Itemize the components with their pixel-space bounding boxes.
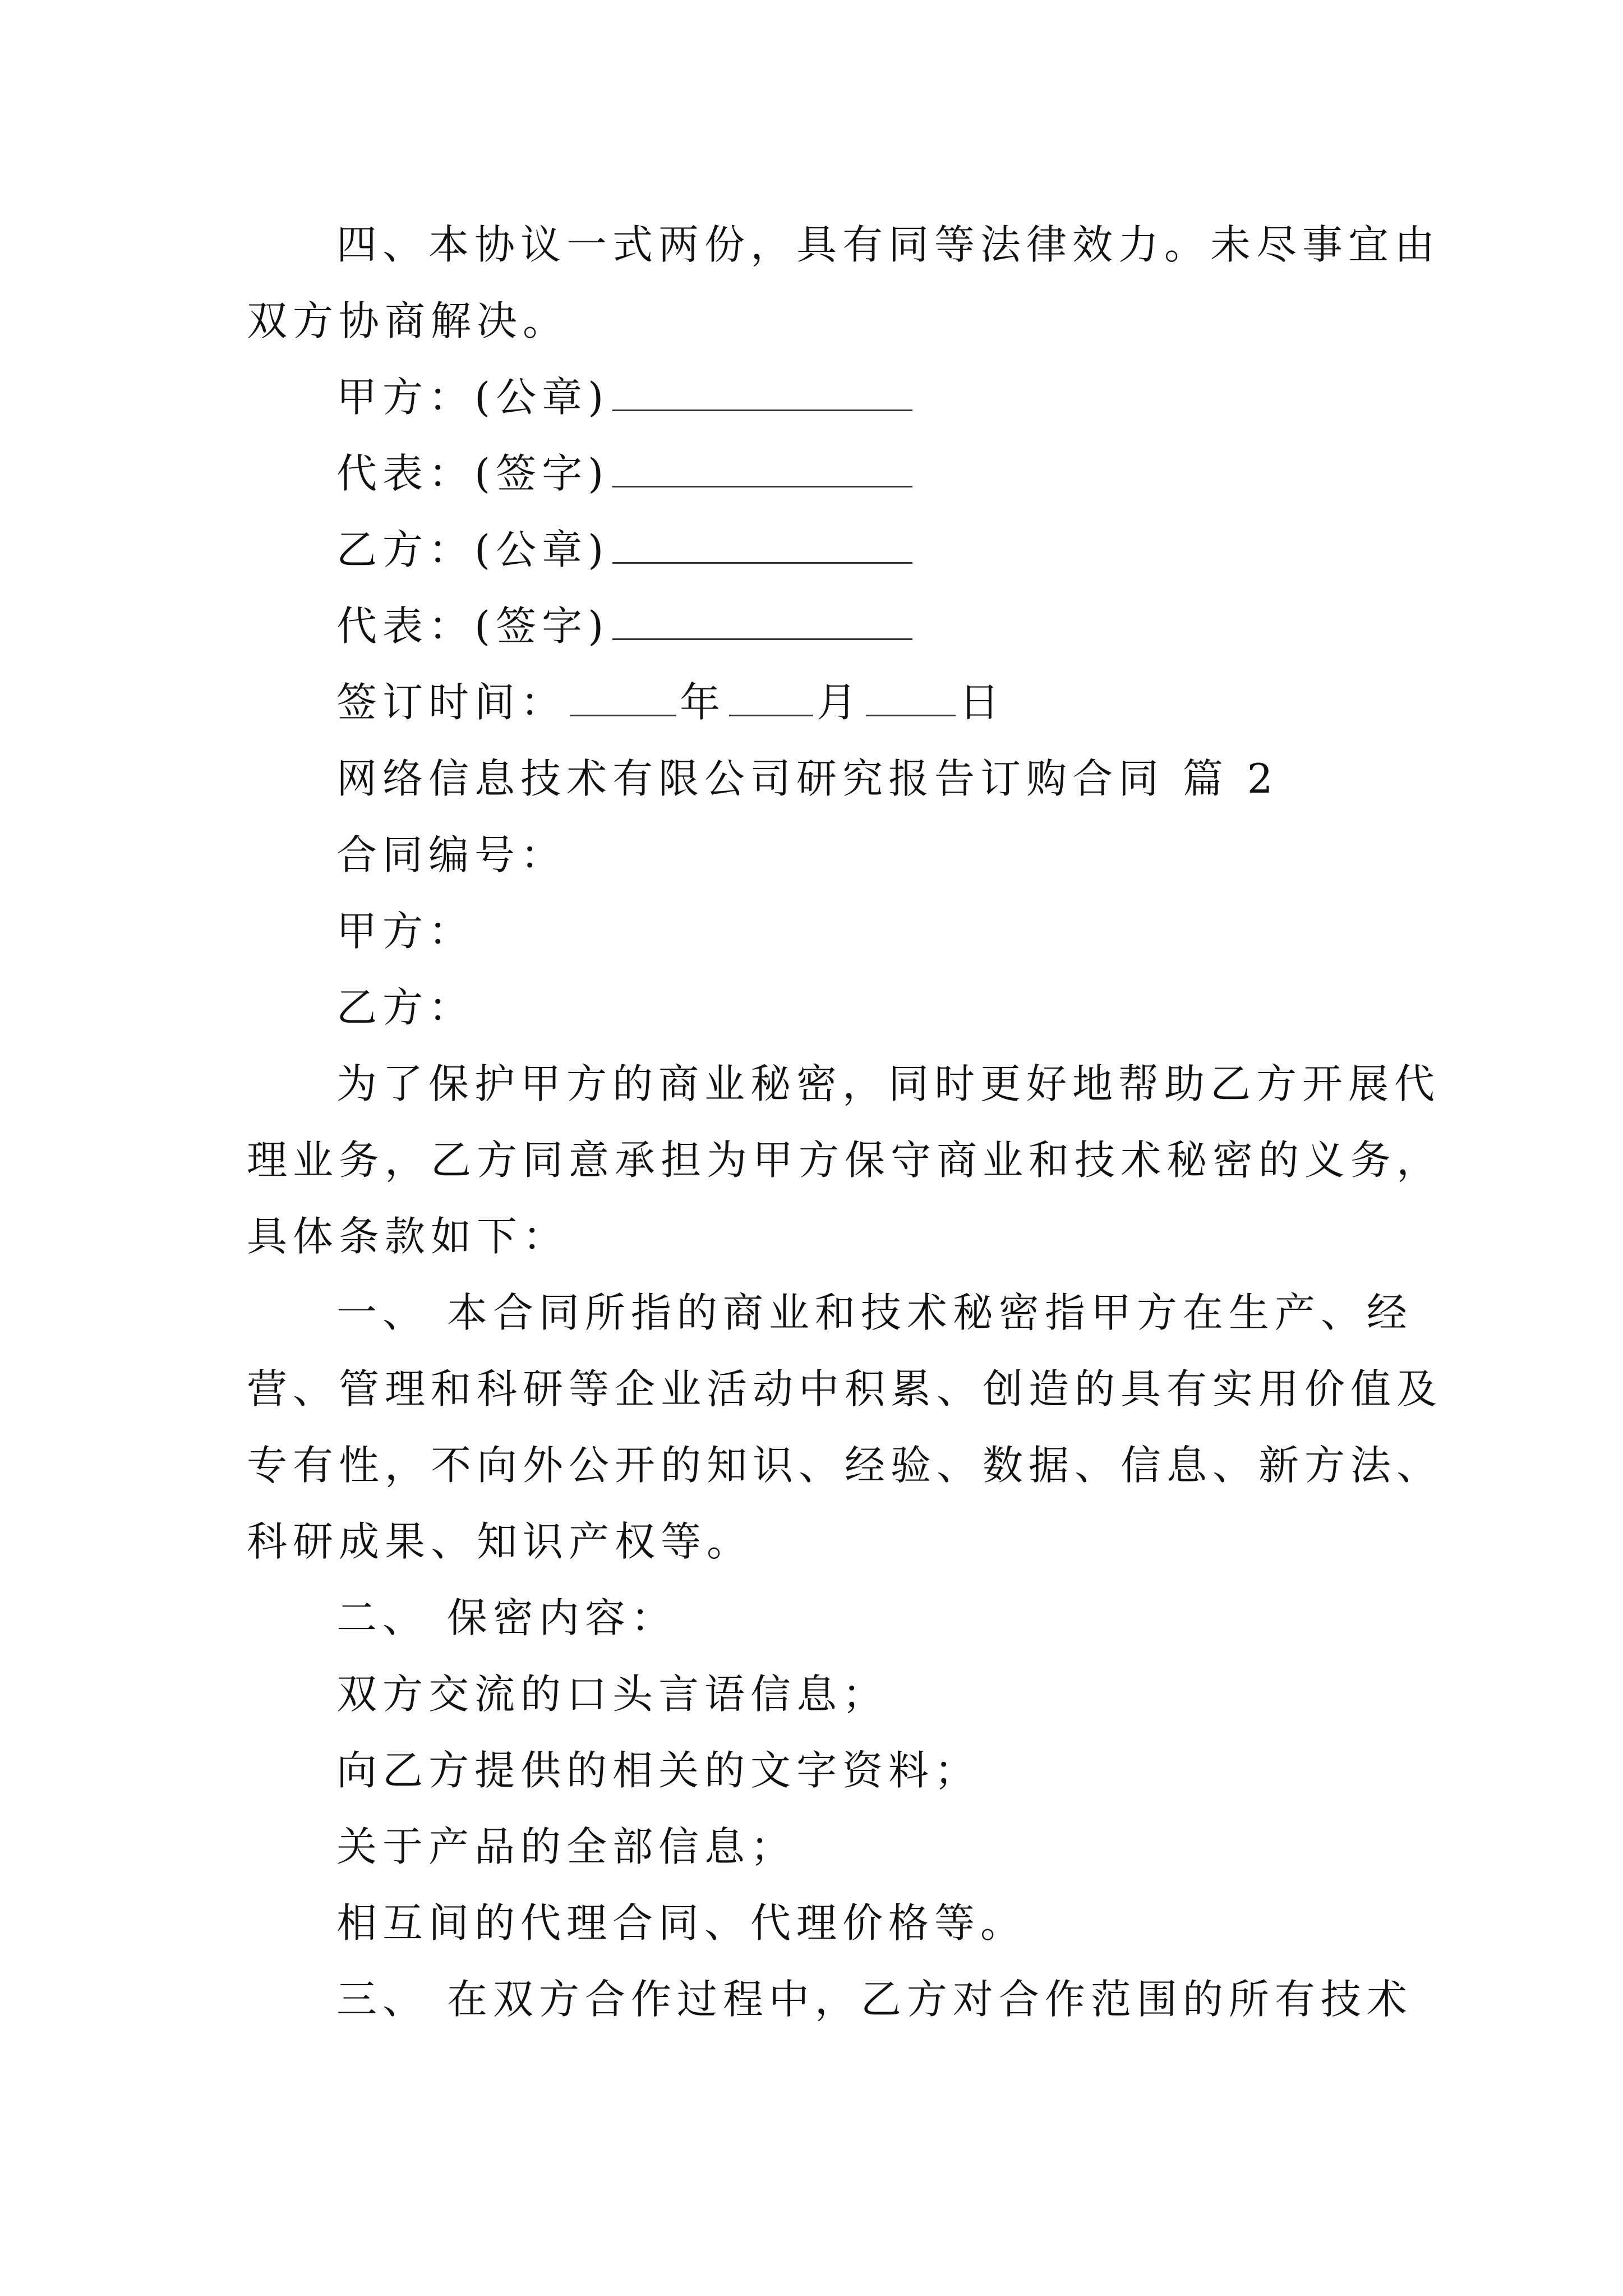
article-2-item-2: 向乙方提供的相关的文字资料； [336, 1747, 981, 1794]
intro-line-3: 具体条款如下： [247, 1213, 569, 1260]
signing-date-line [336, 679, 1006, 726]
party-a-seal-blank [612, 409, 912, 411]
section-2-title: 网络信息技术有限公司研究报告订购合同 篇 2 [336, 755, 1279, 802]
year-label: 年 [680, 679, 726, 726]
rep-a-sign-line [336, 450, 912, 497]
article-2-item-4: 相互间的代理合同、代理价格等。 [336, 1899, 1027, 1947]
clause-4-line-2: 双方协商解决。 [247, 297, 569, 344]
article-1-line-4: 科研成果、知识产权等。 [247, 1518, 753, 1565]
article-1-line-3: 专有性，不向外公开的知识、经验、数据、信息、新方法、 [247, 1442, 1443, 1489]
day-blank [866, 714, 956, 716]
intro-line-1: 为了保护甲方的商业秘密，同时更好地帮助乙方开展代 [336, 1060, 1441, 1107]
party-a-seal-label: 甲方：(公章) [336, 374, 610, 421]
month-blank [729, 714, 813, 716]
rep-a-sign-label: 代表：(签字) [336, 450, 610, 497]
article-3-line-1: 三、 在双方合作过程中，乙方对合作范围的所有技术 [336, 1976, 1413, 2023]
rep-b-sign-line [336, 602, 912, 650]
signing-date-label: 签订时间： [336, 679, 567, 726]
rep-b-sign-blank [612, 638, 912, 640]
party-b-seal-label: 乙方：(公章) [336, 526, 610, 573]
rep-a-sign-blank [612, 485, 912, 487]
article-2-title: 二、 保密内容： [336, 1594, 677, 1641]
party-a-label: 甲方： [336, 908, 475, 955]
year-blank [570, 714, 676, 716]
party-b-seal-line [336, 526, 912, 573]
article-1-line-2: 营、管理和科研等企业活动中积累、创造的具有实用价值及 [247, 1365, 1443, 1412]
intro-line-2: 理业务，乙方同意承担为甲方保守商业和技术秘密的义务， [247, 1137, 1443, 1184]
rep-b-sign-label: 代表：(签字) [336, 602, 610, 650]
day-label: 日 [959, 679, 1006, 726]
article-2-item-3: 关于产品的全部信息； [336, 1823, 797, 1870]
month-label: 月 [817, 679, 863, 726]
contract-number-label: 合同编号： [336, 831, 567, 878]
article-2-item-1: 双方交流的口头言语信息； [336, 1671, 889, 1718]
party-b-seal-blank [612, 562, 912, 564]
party-b-label: 乙方： [336, 984, 475, 1031]
clause-4-line-1: 四、本协议一式两份，具有同等法律效力。未尽事宜由 [336, 221, 1441, 268]
article-1-line-1: 一、 本合同所指的商业和技术秘密指甲方在生产、经 [336, 1289, 1413, 1336]
party-a-seal-line [336, 374, 912, 421]
